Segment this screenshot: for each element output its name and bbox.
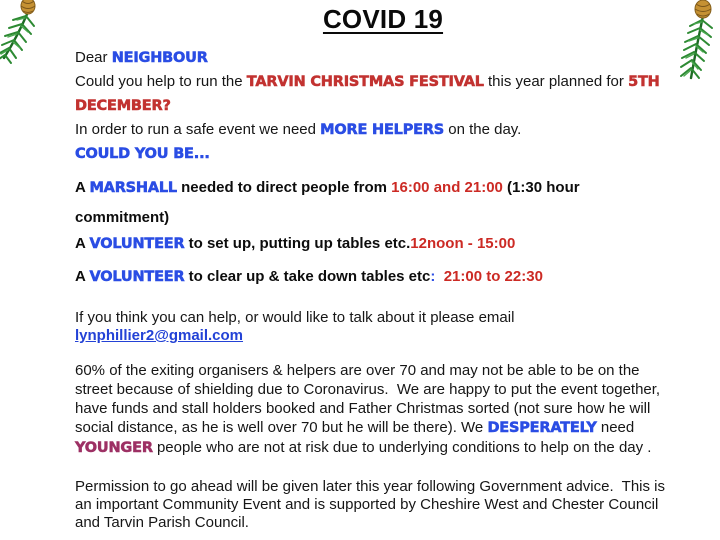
text-run: MARSHALL <box>89 180 177 196</box>
text-run: have funds and stall holders booked and Father Christmas sorted (not sure how he will <box>75 400 651 417</box>
text-run: A <box>75 268 90 285</box>
text-run: social distance, as he is well over 70 but he will be there). We <box>75 419 488 436</box>
text-run: need <box>596 419 635 436</box>
text-run: and Tarvin Parish Council. <box>75 514 249 531</box>
text-run: If you think you can help, or would like to talk about it please email <box>75 309 515 326</box>
text-run: YOUNGER <box>75 440 153 456</box>
role-volunteer-setup <box>75 232 691 256</box>
text-run: an important Community Event and is supported by Cheshire West and Chester Council <box>75 496 659 513</box>
text-run: MORE HELPERS <box>320 122 445 138</box>
text-run: on the day. <box>444 121 522 138</box>
text-run: this year planned for <box>483 73 629 90</box>
text-run: In order to run a safe event we need <box>75 121 321 138</box>
text-run: 21:00 to 22:30 <box>443 268 543 285</box>
text-run: to clear up & take down tables etc <box>184 268 431 285</box>
text-run: COULD YOU BE... <box>75 146 210 162</box>
text-run: commitment) <box>75 209 170 226</box>
email-link[interactable]: lynphillier2@gmail.com <box>75 327 244 344</box>
salutation <box>75 46 691 70</box>
text-run: DECEMBER? <box>75 98 171 114</box>
could-you-be <box>75 142 691 166</box>
permission-paragraph <box>75 478 691 532</box>
role-marshall <box>75 173 691 232</box>
text-run: Permission to go ahead will be given later this year following Government advice. This is <box>75 478 666 495</box>
text-run: A <box>75 235 90 252</box>
need-helpers <box>75 118 691 142</box>
text-run: (1:30 hour <box>502 179 580 196</box>
text-run: to set up, putting up tables etc. <box>184 235 411 252</box>
text-run: NEIGHBOUR <box>111 50 208 66</box>
page-title: COVID 19 <box>322 4 444 34</box>
text-run: people who are not at risk due to underlying conditions to help on the day . <box>152 439 652 456</box>
flyer-document <box>75 0 691 532</box>
pine-sprig-pinecone-icon <box>0 0 46 64</box>
text-run: A <box>75 179 90 196</box>
text-run: DESPERATELY <box>487 420 597 436</box>
invitation <box>75 70 691 118</box>
text-run: 12noon - 15:00 <box>410 235 516 252</box>
text-run: 16:00 and 21:00 <box>391 179 503 196</box>
text-run: Dear <box>75 49 112 66</box>
text-run: 60% of the exiting organisers & helpers are over 70 and may not be able to be on the <box>75 362 640 379</box>
contact <box>75 309 691 345</box>
text-run: Could you help to run the <box>75 73 247 90</box>
text-run: VOLUNTEER <box>89 269 185 285</box>
document-body <box>75 46 691 532</box>
shielding-paragraph <box>75 361 691 458</box>
text-run: street because of shielding due to Coronavirus. We are happy to put the event together, <box>75 381 661 398</box>
text-run <box>435 268 443 285</box>
text-run: TARVIN CHRISTMAS FESTIVAL <box>246 74 484 90</box>
text-run: 5TH <box>628 74 660 90</box>
text-run: VOLUNTEER <box>89 236 185 252</box>
role-volunteer-clearup <box>75 265 691 289</box>
text-run: needed to direct people from <box>176 179 392 196</box>
text-run: : <box>430 268 436 285</box>
